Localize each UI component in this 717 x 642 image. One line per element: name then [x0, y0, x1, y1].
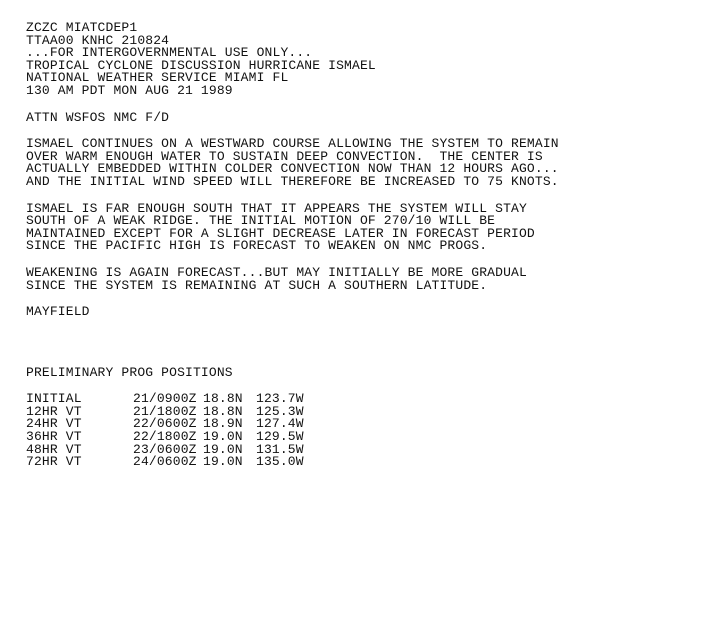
prog-valid-label: 12HR VT [26, 403, 82, 419]
discussion-paragraph [26, 200, 706, 254]
paragraph-line: ACTUALLY EMBEDDED WITHIN COLDER CONVECTION NOW THAN 12 HOURS AGO... [26, 161, 559, 177]
prog-longitude: 123.7W [256, 391, 304, 407]
prog-latitude: 18.9N [203, 416, 243, 432]
prog-row [26, 403, 706, 419]
prog-time: 21/0900Z [133, 391, 197, 407]
prog-latitude: 19.0N [203, 429, 243, 445]
prog-longitude: 127.4W [256, 416, 304, 432]
header-line: TTAA00 KNHC 210824 [26, 32, 170, 48]
discussion-document [26, 22, 706, 469]
paragraph-line: ISMAEL CONTINUES ON A WESTWARD COURSE ALLOWING THE SYSTEM TO REMAIN [26, 136, 559, 152]
paragraph-line: ISMAEL IS FAR ENOUGH SOUTH THAT IT APPEARS THE SYSTEM WILL STAY [26, 200, 527, 216]
prog-positions-table [26, 393, 706, 469]
prog-longitude: 131.5W [256, 441, 304, 457]
paragraph-line: SOUTH OF A WEAK RIDGE. THE INITIAL MOTION OF 270/10 WILL BE [26, 213, 496, 229]
header-line: TROPICAL CYCLONE DISCUSSION HURRICANE ISMAEL [26, 57, 376, 73]
prog-time: 22/1800Z [133, 429, 197, 445]
prog-valid-label: 36HR VT [26, 429, 82, 445]
prog-time: 22/0600Z [133, 416, 197, 432]
prog-time: 23/0600Z [133, 441, 197, 457]
paragraph-line: SINCE THE SYSTEM IS REMAINING AT SUCH A SOUTHERN LATITUDE. [26, 277, 488, 293]
paragraph-line: SINCE THE PACIFIC HIGH IS FORECAST TO WEAKEN ON NMC PROGS. [26, 238, 488, 254]
prog-row [26, 393, 706, 406]
header-line: NATIONAL WEATHER SERVICE MIAMI FL [26, 70, 289, 86]
prog-time: 24/0600Z [133, 454, 197, 470]
prog-valid-label: 72HR VT [26, 454, 82, 470]
prog-time: 21/1800Z [133, 403, 197, 419]
prog-longitude: 125.3W [256, 403, 304, 419]
discussion-paragraph [26, 138, 706, 188]
prog-valid-label: 24HR VT [26, 416, 82, 432]
paragraph-line: OVER WARM ENOUGH WATER TO SUSTAIN DEEP CONVECTION. THE CENTER IS [26, 148, 543, 164]
paragraph-line: WEAKENING IS AGAIN FORECAST...BUT MAY INITIALLY BE MORE GRADUAL [26, 264, 527, 280]
prog-latitude: 19.0N [203, 441, 243, 457]
header-line: ...FOR INTERGOVERNMENTAL USE ONLY... [26, 45, 313, 61]
message-header [26, 22, 706, 98]
prog-row [26, 441, 706, 457]
prog-row [26, 456, 706, 469]
paragraph-line: MAINTAINED EXCEPT FOR A SLIGHT DECREASE LATER IN FORECAST PERIOD [26, 225, 535, 241]
prog-valid-label: 48HR VT [26, 441, 82, 457]
prog-latitude: 18.8N [203, 391, 243, 407]
header-line: 130 AM PDT MON AUG 21 1989 [26, 82, 233, 98]
header-line: ZCZC MIATCDEP1 [26, 20, 138, 35]
prog-positions-title: PRELIMINARY PROG POSITIONS [26, 364, 233, 380]
prog-row [26, 418, 706, 431]
attn-line: ATTN WSFOS NMC F/D [26, 109, 170, 125]
paragraph-line: AND THE INITIAL WIND SPEED WILL THEREFORE BE INCREASED TO 75 KNOTS. [26, 173, 559, 189]
discussion-paragraph [26, 264, 706, 293]
prog-latitude: 19.0N [203, 454, 243, 470]
prog-row [26, 431, 706, 444]
prog-longitude: 129.5W [256, 429, 304, 445]
prog-longitude: 135.0W [256, 454, 304, 470]
prog-latitude: 18.8N [203, 403, 243, 419]
prog-valid-label: INITIAL [26, 391, 82, 407]
forecaster-signature: MAYFIELD [26, 304, 90, 320]
